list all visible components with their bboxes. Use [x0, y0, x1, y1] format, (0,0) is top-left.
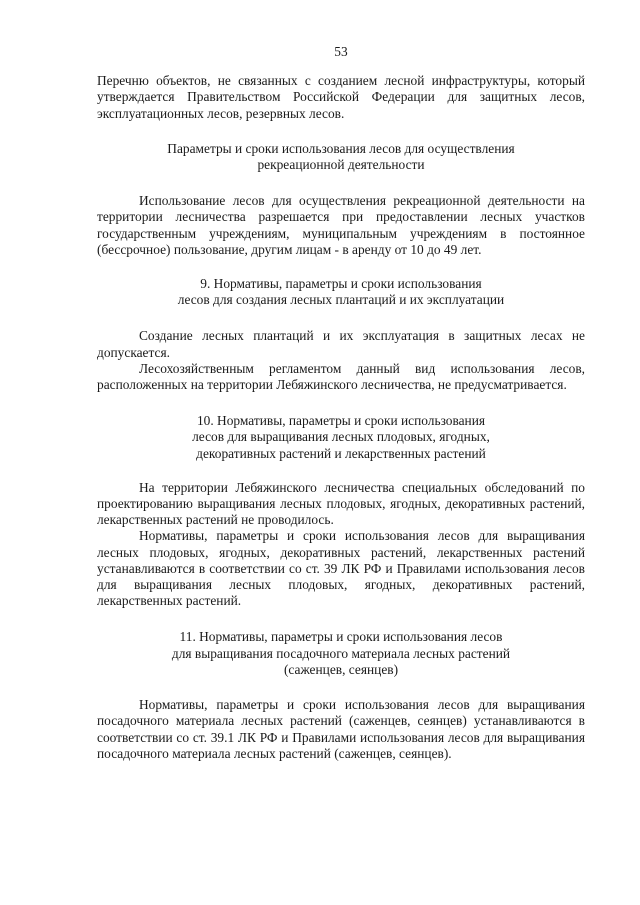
heading-line: 10. Нормативы, параметры и сроки использования: [196, 413, 486, 429]
heading-line: лесов для выращивания лесных плодовых, ягодных,: [192, 429, 490, 445]
section-9-heading: [97, 276, 585, 308]
heading-line: рекреационной деятельности: [257, 157, 425, 173]
section-10-heading: [97, 413, 585, 462]
heading-line: лесов для создания лесных плантаций и их эксплуатации: [177, 292, 505, 308]
heading-line: для выращивания посадочного материала лесных растений: [171, 645, 511, 661]
heading-line: декоративных растений и лекарственных растений: [196, 445, 486, 461]
heading-line: 11. Нормативы, параметры и сроки использования лесов: [179, 629, 503, 645]
section-recreation-paragraph: Использование лесов для осуществления рекреационной деятельности на территории лесничества разрешается при предоставлении лесных участков государственным учреждениям, муниципальным учреждениям в постоянное (бессрочное) пользование, другим лицам - в аренду от 10 до 49 лет.: [97, 193, 585, 257]
section-9-paragraph: Лесохозяйственным регламентом данный вид использования лесов, расположенных на территории Лебяжинского лесничества, не предусматривается.: [97, 360, 585, 393]
heading-line: 9. Нормативы, параметры и сроки использования: [200, 276, 482, 292]
page-number: 53: [334, 44, 348, 59]
section-10-paragraph: На территории Лебяжинского лесничества специальных обследований по проектированию выращивания лесных плодовых, ягодных, декоративных растений, лекарственных растений не проводилось.: [97, 479, 585, 528]
document-page: [97, 44, 585, 762]
section-recreation-heading: [97, 141, 585, 173]
heading-line: Параметры и сроки использования лесов для осуществления: [167, 140, 515, 156]
intro-paragraph: Перечню объектов, не связанных с созданием лесной инфраструктуры, который утверждается Правительством Российской Федерации для защитных лесов, эксплуатационных лесов, резервных лесов.: [97, 73, 585, 121]
section-10-paragraph: Нормативы, параметры и сроки использования лесов для выращивания лесных плодовых, ягодных, декоративных растений, лекарственных растений устанавливаются в соответствии со ст. 39 ЛК РФ и Правилами использования лесов для выращивания лесных плодовых, ягодных, декоративных растений, лекарственных растений.: [97, 528, 585, 609]
heading-line: (саженцев, сеянцев): [283, 661, 399, 677]
section-11-paragraph: Нормативы, параметры и сроки использования лесов для выращивания посадочного материала лесных растений (саженцев, сеянцев) устанавливаются в соответствии со ст. 39.1 ЛК РФ и Правилами использования лесов для выращивания посадочного материала лесных растений (саженцев, сеянцев).: [97, 697, 585, 761]
section-11-heading: [97, 629, 585, 678]
section-9-paragraph: Создание лесных плантаций и их эксплуатация в защитных лесах не допускается.: [97, 328, 585, 360]
